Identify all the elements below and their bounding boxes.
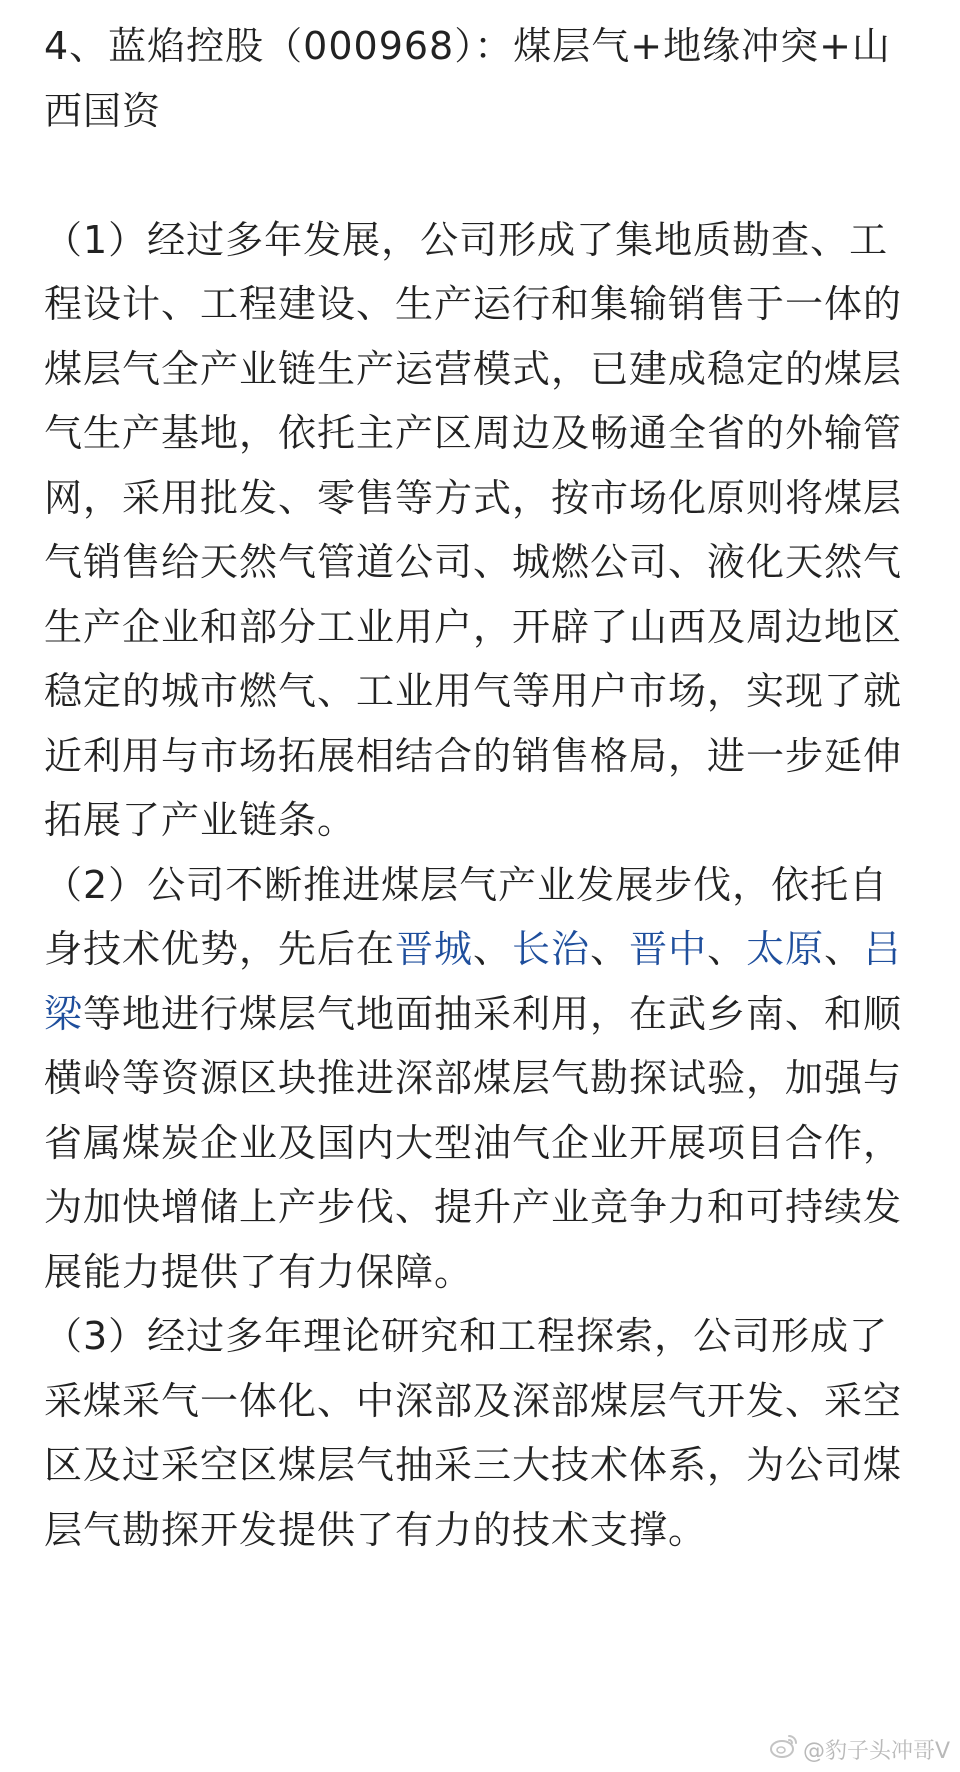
place-link[interactable]: 太原 xyxy=(746,927,825,971)
watermark xyxy=(769,1732,950,1766)
paragraph-text: 、 xyxy=(824,927,864,971)
paragraph-text: 、 xyxy=(473,927,513,971)
paragraph-text: 、 xyxy=(707,927,747,971)
paragraph-3 xyxy=(44,1304,916,1562)
paragraph-text: （1）经过多年发展，公司形成了集地质勘查、工程设计、工程建设、生产运行和集输销售于一体的煤层气全产业链生产运营模式，已建成稳定的煤层气生产基地，依托主产区周边及畅通全省的外输管网，采用批发、零售等方式，按市场化原则将煤层气销售给天然气管道公司、城燃公司、液化天然气生产企业和部分工业用户，开辟了山西及周边地区稳定的城市燃气、工业用气等用户市场，实现了就近利用与市场拓展相结合的销售格局，进一步延伸拓展了产业链条。 xyxy=(44,217,903,842)
paragraph-2 xyxy=(44,853,916,1305)
article-title: 4、蓝焰控股（000968）：煤层气+地缘冲突+山西国资 xyxy=(44,24,891,133)
paragraph-text: 、 xyxy=(590,927,630,971)
place-link[interactable]: 长治 xyxy=(512,927,591,971)
paragraph-text: （2）公司不断推进煤层气产业发展步伐，依托自身技术优势，先后在 xyxy=(44,862,889,971)
paragraph-1 xyxy=(44,208,916,853)
article-body xyxy=(44,14,916,1562)
place-link[interactable]: 晋城 xyxy=(395,927,474,971)
place-link[interactable]: 晋中 xyxy=(629,927,708,971)
weibo-icon xyxy=(769,1733,803,1765)
watermark-text: @豹子头冲哥V xyxy=(802,1738,950,1764)
title-spacer xyxy=(44,143,916,208)
place-link[interactable]: 吕梁 xyxy=(44,927,903,1036)
paragraph-text: 等地进行煤层气地面抽采利用，在武乡南、和顺横岭等资源区块推进深部煤层气勘探试验，加强与省属煤炭企业及国内大型油气企业开展项目合作，为加快增储上产步伐、提升产业竞争力和可持续发展能力提供了有力保障。 xyxy=(44,991,903,1294)
paragraph-text: （3）经过多年理论研究和工程探索，公司形成了采煤采气一体化、中深部及深部煤层气开发、采空区及过采空区煤层气抽采三大技术体系，为公司煤层气勘探开发提供了有力的技术支撑。 xyxy=(44,1314,903,1552)
